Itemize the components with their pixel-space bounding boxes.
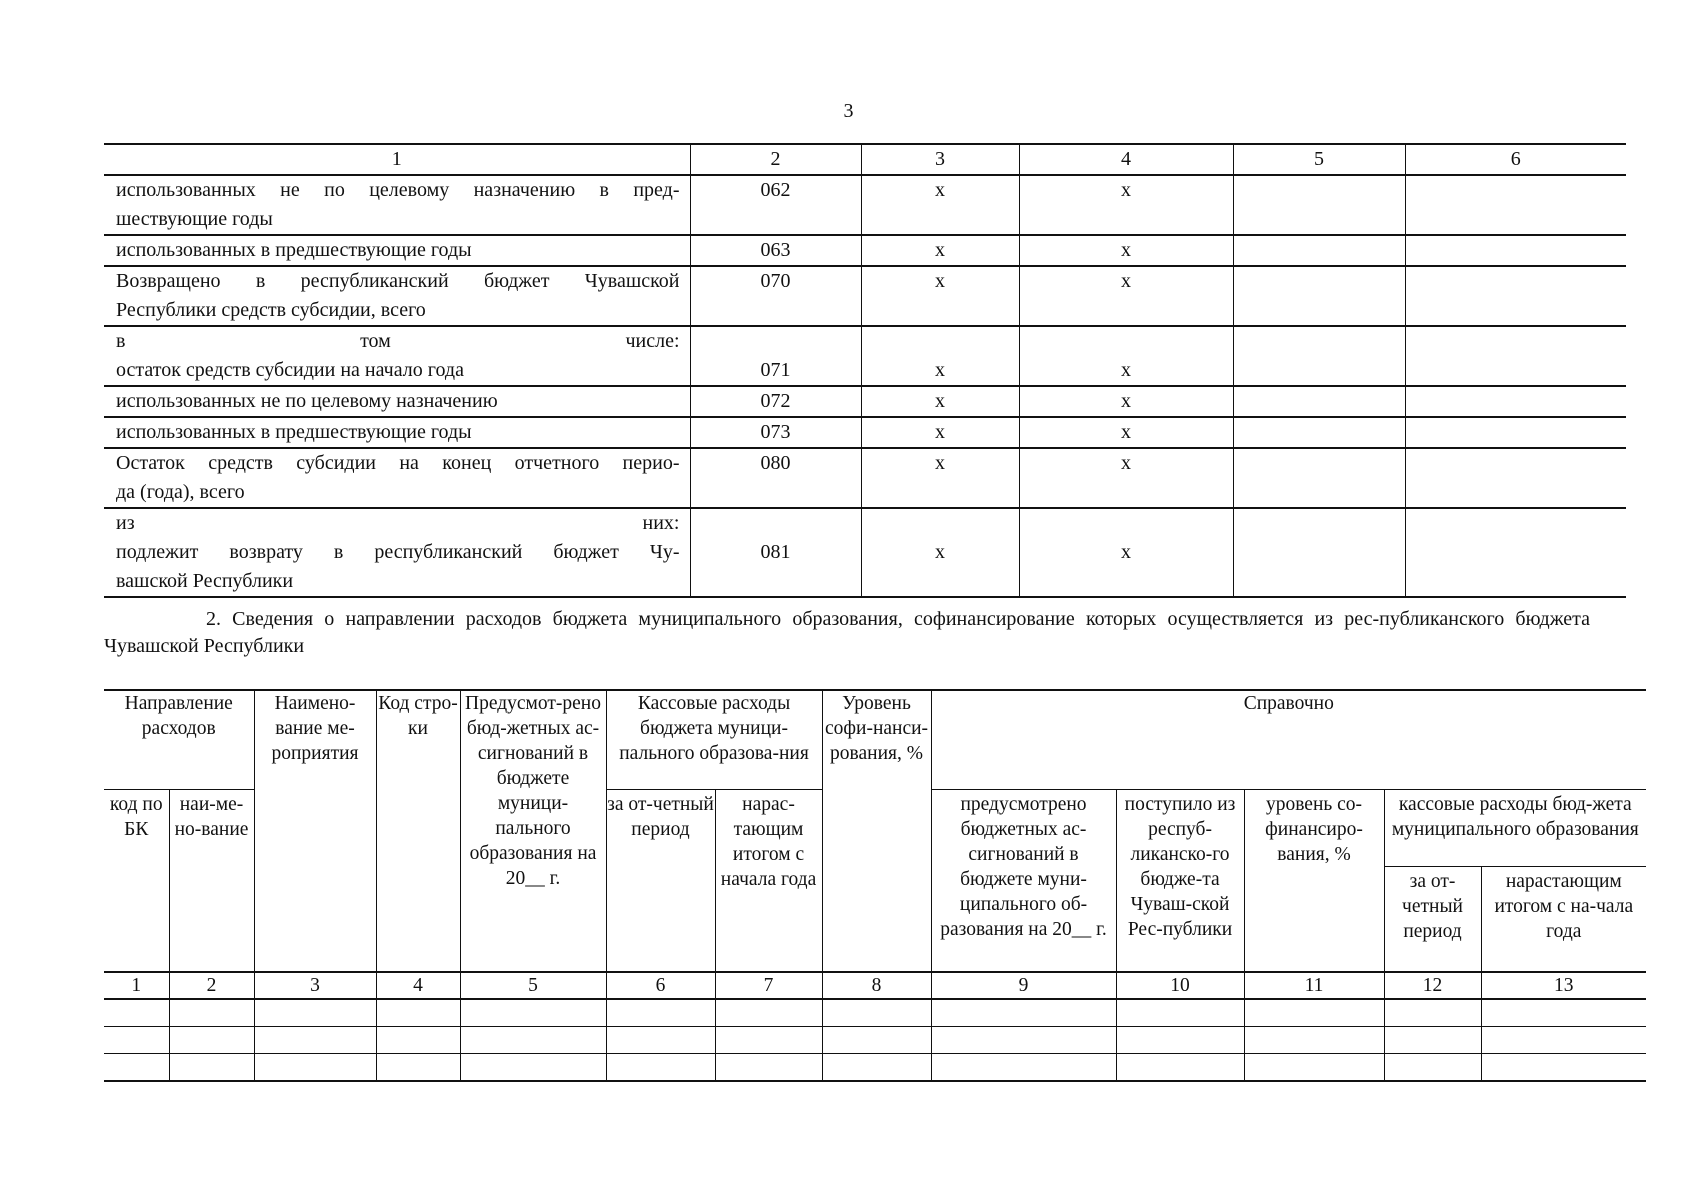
table-row (104, 326, 1626, 386)
empty-cell (715, 1054, 822, 1082)
row-cell (1233, 417, 1405, 448)
header-ref-planned: предусмотрено бюджетных ас-сигнований в бюджете муни-ципального об-разования на 20__ г. (931, 790, 1116, 973)
column-number: 2 (169, 972, 254, 999)
page-number: 3 (843, 100, 854, 122)
empty-cell (169, 999, 254, 1027)
row-code: 071 (690, 326, 861, 386)
col-header: 1 (104, 144, 690, 175)
row-cell (1233, 235, 1405, 266)
row-cell (1233, 448, 1405, 508)
empty-cell (254, 1027, 376, 1054)
row-cell: х (1019, 448, 1233, 508)
col-header: 3 (861, 144, 1019, 175)
row-cell: х (861, 326, 1019, 386)
row-label-line: использованных в предшествующие годы (116, 239, 472, 261)
empty-cell (1481, 1027, 1646, 1054)
row-cell: х (1019, 386, 1233, 417)
section-2-heading: 2. Сведения о направлении расходов бюджета муниципального образования, софинансирование которых осуществляется из рес-публиканского бюджета Чувашской Республики (104, 608, 1590, 657)
row-label (104, 448, 690, 508)
empty-cell (1384, 1027, 1481, 1054)
table-row (104, 1027, 1646, 1054)
empty-cell (1384, 999, 1481, 1027)
empty-cell (822, 1027, 931, 1054)
empty-cell (169, 1027, 254, 1054)
empty-cell (254, 999, 376, 1027)
column-number: 5 (460, 972, 606, 999)
row-code: 063 (690, 235, 861, 266)
table-row (104, 448, 1626, 508)
header-code-bk: код по БК (104, 790, 169, 973)
row-cell: х (861, 175, 1019, 235)
row-label-line: да (года), всего (116, 481, 245, 503)
empty-cell (606, 999, 715, 1027)
row-cell (1233, 508, 1405, 597)
header-cash-expenses: Кассовые расходы бюджета муници-пального образова-ния (606, 690, 822, 790)
table-row (104, 175, 1626, 235)
header-reference: Справочно (931, 690, 1646, 790)
header-ref-cash: кассовые расходы бюд-жета муниципального образования (1384, 790, 1646, 867)
row-label (104, 175, 690, 235)
row-cell (1405, 417, 1626, 448)
table-row (104, 266, 1626, 326)
col-header: 5 (1233, 144, 1405, 175)
header-event-name: Наимено-вание ме-роприятия (254, 690, 376, 972)
expenditure-directions-table (104, 689, 1646, 1082)
row-cell: х (861, 508, 1019, 597)
row-cell: х (1019, 417, 1233, 448)
empty-cell (1244, 1027, 1384, 1054)
header-ref-level: уровень со-финансиро-вания, % (1244, 790, 1384, 973)
empty-cell (460, 999, 606, 1027)
empty-cell (376, 1027, 460, 1054)
row-cell: х (1019, 508, 1233, 597)
column-number: 12 (1384, 972, 1481, 999)
row-cell: х (1019, 266, 1233, 326)
column-number: 8 (822, 972, 931, 999)
row-cell (1233, 326, 1405, 386)
col-header: 6 (1405, 144, 1626, 175)
empty-cell (460, 1027, 606, 1054)
empty-cell (376, 1054, 460, 1082)
col-header: 4 (1019, 144, 1233, 175)
empty-cell (606, 1054, 715, 1082)
row-cell: х (1019, 326, 1233, 386)
row-cell: х (861, 235, 1019, 266)
empty-cell (104, 1054, 169, 1082)
column-number: 1 (104, 972, 169, 999)
row-code: 080 (690, 448, 861, 508)
row-cell (1233, 266, 1405, 326)
row-label-line: остаток средств субсидии на начало года (116, 359, 464, 381)
row-cell (1405, 326, 1626, 386)
empty-cell (1116, 999, 1244, 1027)
row-label (104, 326, 690, 386)
column-number: 11 (1244, 972, 1384, 999)
row-code: 072 (690, 386, 861, 417)
row-cell: х (861, 386, 1019, 417)
empty-cell (606, 1027, 715, 1054)
empty-cell (254, 1054, 376, 1082)
empty-cell (1244, 999, 1384, 1027)
table-row (104, 999, 1646, 1027)
table-row (104, 386, 1626, 417)
empty-cell (715, 1027, 822, 1054)
row-cell (1405, 448, 1626, 508)
row-label-line: вашской Республики (116, 570, 294, 592)
row-label-line: использованных не по целевому назначению (116, 390, 498, 412)
row-cell (1405, 508, 1626, 597)
row-cell (1405, 386, 1626, 417)
empty-cell (931, 1054, 1116, 1082)
row-label (104, 417, 690, 448)
row-label-line: использованных в предшествующие годы (116, 421, 472, 443)
header-direction: Направление расходов (104, 690, 254, 790)
row-label-line: из них: (116, 512, 680, 534)
table-row (104, 235, 1626, 266)
row-code: 070 (690, 266, 861, 326)
column-number: 7 (715, 972, 822, 999)
table-row (104, 417, 1626, 448)
row-cell (1405, 175, 1626, 235)
empty-cell (104, 999, 169, 1027)
empty-cell (931, 999, 1116, 1027)
header-ref-cash-cumulative: нарастающим итогом с на-чала года (1481, 867, 1646, 973)
row-label-line: подлежит возврату в республиканский бюджет Чу- (116, 541, 680, 563)
row-cell (1405, 266, 1626, 326)
empty-cell (715, 999, 822, 1027)
empty-cell (822, 1054, 931, 1082)
row-label (104, 235, 690, 266)
header-cash-cumulative: нарас-тающим итогом с начала года (715, 790, 822, 973)
column-number: 13 (1481, 972, 1646, 999)
row-cell: х (861, 266, 1019, 326)
col-header: 2 (690, 144, 861, 175)
row-label (104, 508, 690, 597)
row-label-line: в том числе: (116, 330, 680, 352)
header-ref-received: поступило из респуб-ликанско-го бюдже-та Чуваш-ской Рес-публики (1116, 790, 1244, 973)
row-label (104, 386, 690, 417)
row-label-line: Возвращено в республиканский бюджет Чувашской (116, 270, 680, 292)
empty-cell (376, 999, 460, 1027)
column-number: 4 (376, 972, 460, 999)
empty-cell (104, 1027, 169, 1054)
row-cell: х (1019, 235, 1233, 266)
empty-cell (1481, 1054, 1646, 1082)
row-label (104, 266, 690, 326)
header-line-code: Код стро-ки (376, 690, 460, 972)
empty-cell (931, 1027, 1116, 1054)
row-code: 073 (690, 417, 861, 448)
row-label-line: Остаток средств субсидии на конец отчетного перио- (116, 452, 680, 474)
empty-cell (1116, 1027, 1244, 1054)
column-number: 10 (1116, 972, 1244, 999)
column-number: 3 (254, 972, 376, 999)
empty-cell (1116, 1054, 1244, 1082)
column-number: 6 (606, 972, 715, 999)
empty-cell (822, 999, 931, 1027)
header-planned-allocations: Предусмот-рено бюд-жетных ас-сигнований в бюджете муници-пального образования на 20__ г. (460, 690, 606, 972)
row-label-line: Республики средств субсидии, всего (116, 299, 426, 321)
header-direction-name: наи-ме-но-вание (169, 790, 254, 973)
row-label-line: шествующие годы (116, 208, 273, 230)
header-cofinancing-level: Уровень софи-нанси-рования, % (822, 690, 931, 972)
row-cell (1233, 386, 1405, 417)
row-label-line: использованных не по целевому назначению в пред- (116, 179, 680, 201)
row-cell (1405, 235, 1626, 266)
empty-cell (169, 1054, 254, 1082)
header-ref-cash-period: за от-четный период (1384, 867, 1481, 973)
empty-cell (1244, 1054, 1384, 1082)
row-code: 062 (690, 175, 861, 235)
row-cell: х (861, 448, 1019, 508)
column-number: 9 (931, 972, 1116, 999)
table-row (104, 1054, 1646, 1082)
subsidy-balance-table (104, 143, 1626, 598)
empty-cell (460, 1054, 606, 1082)
row-cell: х (861, 417, 1019, 448)
header-cash-period: за от-четный период (606, 790, 715, 973)
row-cell (1233, 175, 1405, 235)
empty-cell (1481, 999, 1646, 1027)
row-code: 081 (690, 508, 861, 597)
empty-cell (1384, 1054, 1481, 1082)
row-cell: х (1019, 175, 1233, 235)
table-row (104, 508, 1626, 597)
